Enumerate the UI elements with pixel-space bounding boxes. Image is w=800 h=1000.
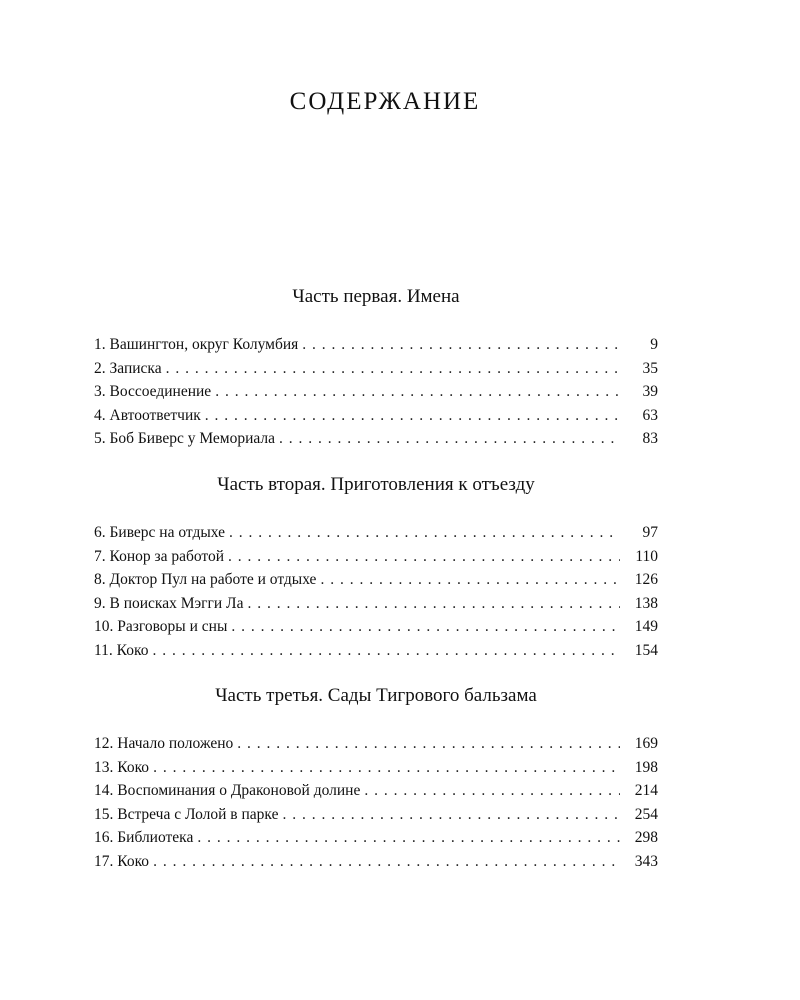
page-number: 97 [642,524,658,541]
toc-entry[interactable] [94,404,658,428]
page-number: 343 [634,852,658,870]
toc-entry[interactable] [94,639,658,663]
page-number: 214 [634,782,658,800]
dot-leader [231,615,620,639]
toc-entry[interactable] [94,521,658,545]
toc-entry[interactable] [94,592,658,616]
toc-entry[interactable] [94,850,658,874]
dot-leader [320,568,620,592]
part-heading: Часть третья. Сады Тигрового бальзама [215,685,537,706]
page-number: 254 [634,805,658,823]
toc-entry[interactable] [94,803,658,827]
dot-leader [247,592,620,616]
part-heading: Часть вторая. Приготовления к отъезду [217,474,535,495]
page-number: 63 [642,406,658,424]
dot-leader [364,779,620,803]
entry-title: 12. Начало положено [94,735,234,752]
entry-title: 14. Воспоминания о Драконовой долине [94,782,361,800]
entry-title: 17. Коко [94,852,150,870]
toc-entry[interactable] [94,756,658,780]
dot-leader [302,333,620,357]
dot-leader [237,732,620,756]
page-number: 198 [634,758,658,776]
page-number: 298 [634,829,658,847]
page-number: 110 [635,547,658,565]
dot-leader [228,545,620,569]
dot-leader [166,357,620,381]
dot-leader [215,380,620,404]
entry-title: 2. Записка [94,359,162,377]
toc-entry[interactable] [94,826,658,850]
toc-entry[interactable] [94,615,658,639]
page-number: 35 [642,359,658,377]
dot-leader [153,756,620,780]
entry-title: 5. Боб Биверс у Мемориала [94,430,276,448]
page-number: 83 [642,430,658,448]
toc-entry[interactable] [94,380,658,404]
dot-leader [153,639,621,663]
entry-title: 7. Конор за работой [94,547,225,565]
page-number: 149 [634,618,658,636]
page-number: 138 [634,594,658,612]
entry-title: 9. В поисках Мэгги Ла [94,594,244,612]
page-number: 39 [642,383,658,401]
part-2 [94,473,658,663]
page-number: 9 [650,336,658,353]
page-number: 126 [634,571,658,589]
part-1 [94,285,658,451]
dot-leader [197,826,620,850]
toc-entry[interactable] [94,545,658,569]
page-number: 154 [634,641,658,659]
toc-entry[interactable] [94,568,658,592]
page-number: 169 [634,735,658,752]
page-title: СОДЕРЖАНИЕ [289,88,481,115]
entry-title: 1. Вашингтон, округ Колумбия [94,336,299,353]
entry-title: 13. Коко [94,758,150,776]
entry-title: 8. Доктор Пул на работе и отдыхе [94,571,317,589]
toc-entry[interactable] [94,427,658,451]
entry-title: 16. Библиотека [94,829,194,847]
entry-title: 11. Коко [94,641,149,659]
part-3 [94,684,658,874]
toc-entry[interactable] [94,732,658,756]
toc-entry[interactable] [94,333,658,357]
toc-entry[interactable] [94,779,658,803]
entry-title: 15. Встреча с Лолой в парке [94,805,279,823]
toc-entry[interactable] [94,357,658,381]
dot-leader [279,427,620,451]
dot-leader [229,521,620,545]
entry-title: 3. Воссоединение [94,383,212,401]
dot-leader [205,404,620,428]
entry-title: 6. Биверс на отдыхе [94,524,226,541]
dot-leader [282,803,620,827]
dot-leader [153,850,620,874]
part-heading: Часть первая. Имена [292,286,460,307]
entry-title: 4. Автоответчик [94,406,201,424]
entry-title: 10. Разговоры и сны [94,618,228,636]
